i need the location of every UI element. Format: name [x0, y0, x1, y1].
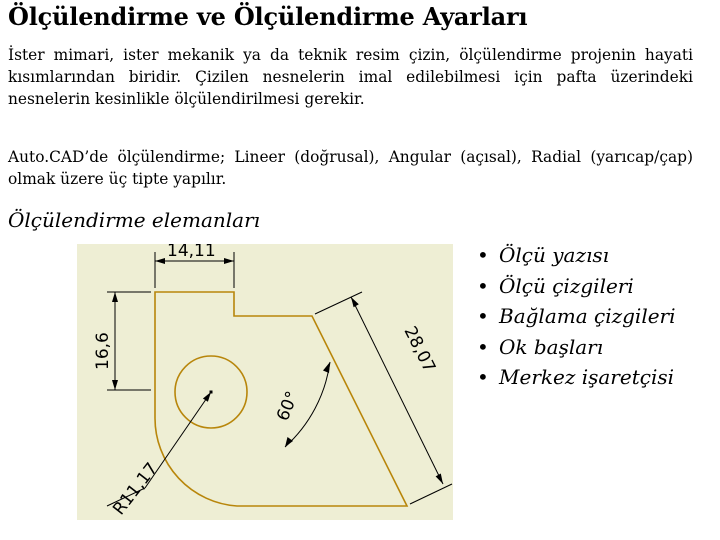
list-item	[477, 362, 676, 393]
arrow-top-left	[155, 258, 165, 264]
list-item-label: Ok başları	[499, 334, 604, 359]
list-item-label: Ölçü çizgileri	[499, 273, 634, 298]
intro-paragraph: İster mimari, ister mekanik ya da teknik resim çizin, ölçülendirme projenin hayati kısımlarından biridir. Çizilen nesnelerin imal edilebilmesi için pafta üzerindeki nesnelerin kesinlikle ölçülendirilmesi gerekir.	[8, 46, 693, 108]
arrow-top-right	[224, 258, 234, 264]
dim-text-diag: 28,07	[399, 323, 440, 376]
list-item	[477, 240, 676, 271]
dimension-drawing-figure	[77, 244, 453, 520]
elements-list	[477, 240, 676, 393]
list-item-label: Bağlama çizgileri	[499, 304, 676, 328]
arrow-left-bottom	[112, 380, 118, 390]
bullet: •	[477, 304, 489, 328]
dimension-drawing-svg	[77, 244, 453, 520]
list-item	[477, 271, 676, 302]
dim-text-angle: 60°	[273, 388, 303, 424]
list-item-label: Ölçü yazısı	[499, 243, 610, 267]
dimension-types-paragraph: Auto.CAD’de ölçülendirme; Lineer (doğrusal), Angular (açısal), Radial (yarıcap/çap) olmak üzere üç tipte yapılır.	[8, 148, 693, 188]
diag-dimension-line	[351, 297, 443, 484]
diag-extension-bottom	[410, 484, 452, 504]
bullet: •	[477, 243, 489, 267]
list-item-label: Merkez işaretçisi	[499, 365, 674, 389]
bullet: •	[477, 365, 489, 389]
list-item	[477, 332, 676, 363]
list-item	[477, 301, 676, 332]
arrow-angle-bottom	[285, 437, 293, 447]
bullet: •	[477, 273, 489, 298]
dim-text-top: 14,11	[167, 244, 216, 261]
section-heading: Ölçülendirme elemanları	[8, 208, 261, 232]
arrow-diag-bottom	[436, 474, 443, 485]
arrow-left-top	[112, 292, 118, 302]
arrow-diag-top	[351, 297, 359, 307]
page-title: Ölçülendirme ve Ölçülendirme Ayarları	[8, 2, 528, 31]
bullet: •	[477, 334, 489, 359]
dim-text-left: 16,6	[93, 332, 113, 370]
arrow-angle-top	[323, 362, 330, 373]
center-mark	[210, 391, 213, 394]
dim-text-radius: R11,17	[109, 459, 163, 520]
